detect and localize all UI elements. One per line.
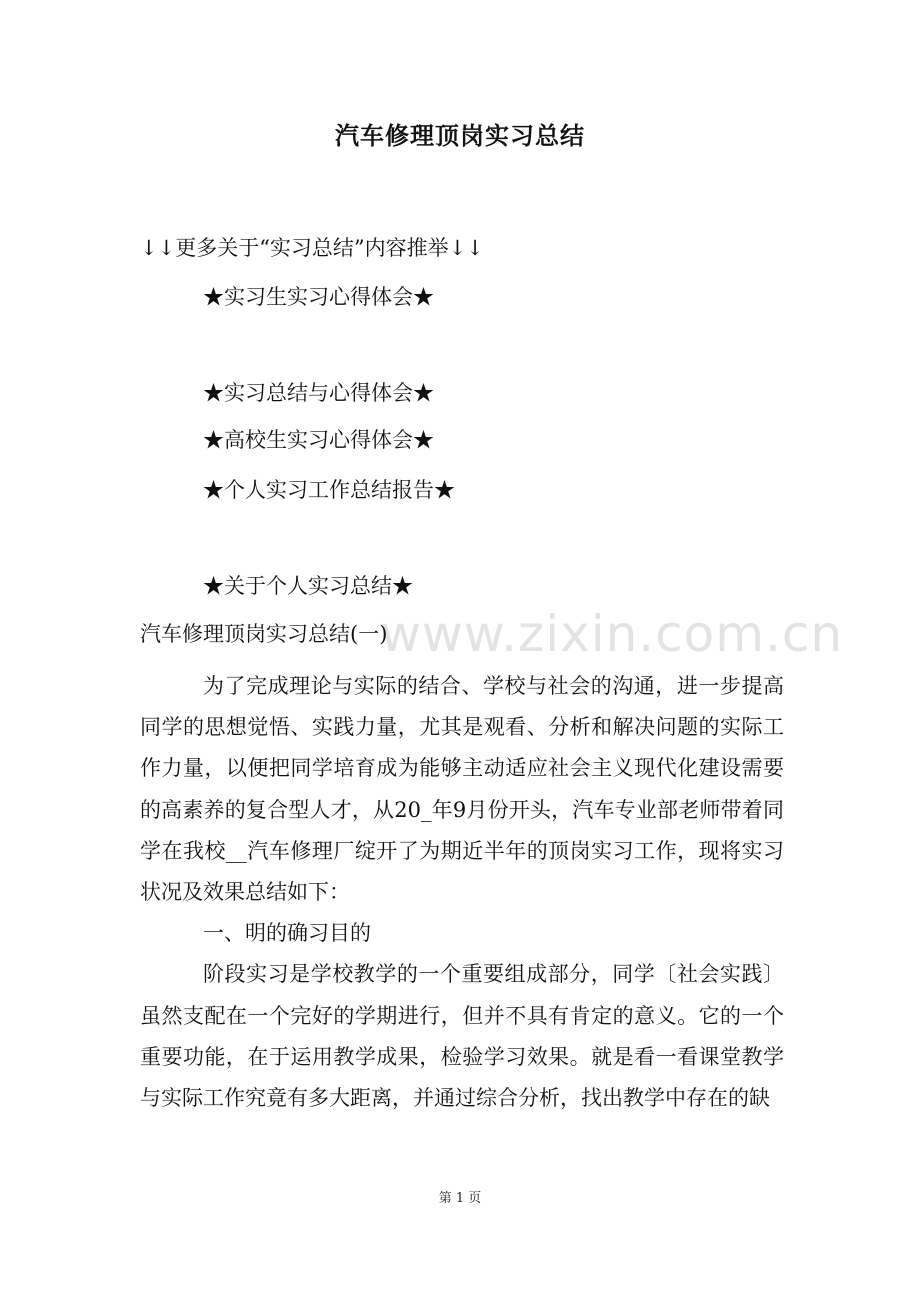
section-subtitle: 汽车修理顶岗实习总结(一) xyxy=(140,622,388,646)
body-paragraph: 为了完成理论与实际的结合、学校与社会的沟通，进一步提高同学的思想觉悟、实践力量，尤其是观看、分析和解决问题的实际工作力量，以便把同学培育成为能够主动适应社会主义现代化建设需要的高素养的复合型人才，从20_年9月份开头，汽车专业部老师带着同学在我校__汽车修理厂绽开了为期近半年的顶岗实习工作，现将实习状况及效果总结如下： xyxy=(140,674,784,905)
section-heading: 一、明的确习目的 xyxy=(203,921,371,946)
body-paragraph: 阶段实习是学校教学的一个重要组成部分，同学〔社会实践〕虽然支配在一个完好的学期进行，但并不具有肯定的意义。它的一个重要功能，在于运用教学成果，检验学习效果。就是看一看课堂教学与实际工作究竟有多大距离，并通过综合分析，找出教学中存在的缺 xyxy=(140,962,784,1111)
recommend-link-1[interactable]: ★实习生实习心得体会★ xyxy=(203,285,434,309)
recommend-link-3[interactable]: ★高校生实习心得体会★ xyxy=(203,428,434,452)
recommend-link-2[interactable]: ★实习总结与心得体会★ xyxy=(203,381,434,405)
document-body xyxy=(140,666,784,1119)
watermark: www.zixin.com.cn xyxy=(380,605,844,663)
page-number: 第 1 页 xyxy=(438,1191,482,1206)
document-title: 汽车修理顶岗实习总结 xyxy=(335,121,585,150)
recommend-link-5[interactable]: ★关于个人实习总结★ xyxy=(203,574,413,598)
recommend-link-4[interactable]: ★个人实习工作总结报告★ xyxy=(203,478,455,502)
recommend-header: ↓↓更多关于“实习总结”内容推举↓↓ xyxy=(140,236,484,260)
